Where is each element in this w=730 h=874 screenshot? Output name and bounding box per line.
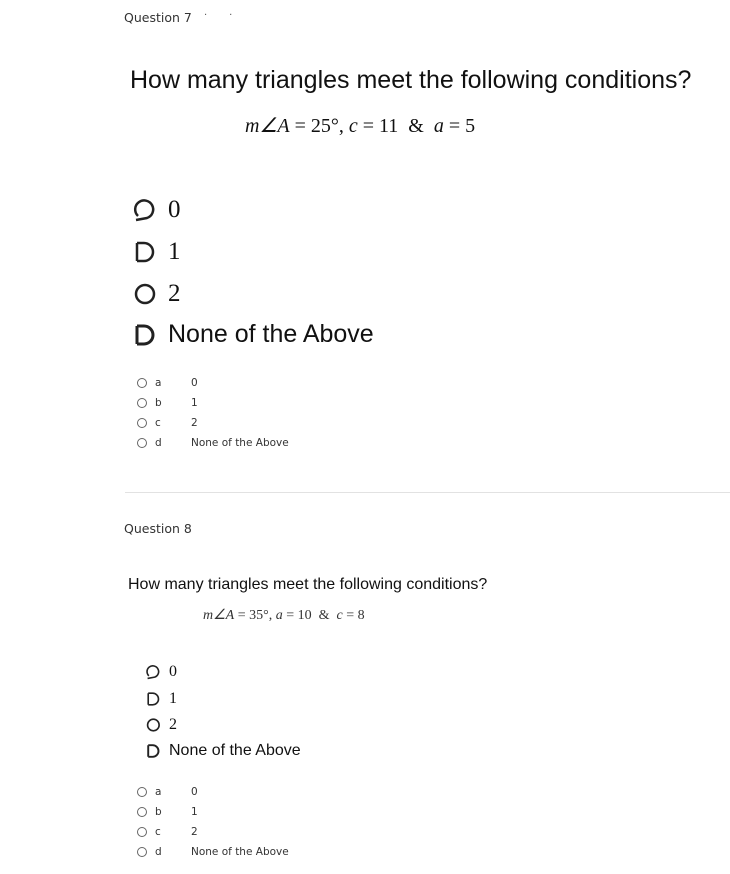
math-term: = 10 &: [282, 608, 337, 623]
radio-button[interactable]: [137, 418, 147, 428]
image-option-label: 0: [169, 663, 177, 680]
math-term: m∠A: [245, 115, 290, 137]
drawn-radio-icon: [132, 321, 160, 349]
math-term: = 11 &: [357, 115, 434, 137]
question-divider: [125, 492, 730, 493]
radio-button[interactable]: [137, 827, 147, 837]
image-option-label: 1: [168, 238, 181, 265]
choice-letter: d: [155, 437, 162, 449]
question-8-choice-a[interactable]: [137, 785, 198, 799]
choice-letter: a: [155, 377, 162, 389]
question-8-choice-b[interactable]: [137, 805, 198, 819]
math-term: a: [433, 115, 444, 137]
question-8-prompt: How many triangles meet the following conditions?: [128, 576, 488, 593]
radio-button[interactable]: [137, 398, 147, 408]
question-7-math: [245, 113, 475, 138]
radio-button[interactable]: [137, 378, 147, 388]
drawn-radio-icon: [132, 238, 160, 266]
radio-button[interactable]: [137, 807, 147, 817]
drawn-radio-icon: [145, 716, 163, 734]
choice-text: 0: [191, 786, 198, 798]
question-8-image-option-3: [145, 742, 301, 760]
math-term: a: [275, 608, 283, 623]
question-7-label: Question 7: [124, 10, 192, 25]
math-term: c: [336, 608, 343, 623]
question-7-image-option-0: [132, 196, 181, 224]
decorative-dots: ··: [204, 10, 255, 21]
drawn-radio-icon: [145, 742, 163, 760]
choice-text: 2: [191, 826, 198, 838]
choice-letter: b: [155, 397, 162, 409]
question-7-choice-a[interactable]: [137, 376, 198, 390]
question-8-choice-d[interactable]: [137, 845, 289, 859]
choice-letter: a: [155, 786, 162, 798]
question-7-choice-c[interactable]: [137, 416, 198, 430]
choice-text: 2: [191, 417, 198, 429]
question-8-image-option-2: [145, 716, 177, 734]
drawn-radio-icon: [145, 690, 163, 708]
drawn-radio-icon: [132, 280, 160, 308]
question-8-math: [203, 607, 365, 624]
question-7-choice-d[interactable]: [137, 436, 289, 450]
choice-letter: d: [155, 846, 162, 858]
question-7-image-option-3: [132, 320, 374, 349]
math-term: = 5: [443, 115, 476, 137]
question-8-image-option-0: [145, 663, 177, 681]
math-term: = 25°,: [289, 115, 349, 137]
math-term: = 35°,: [234, 608, 276, 623]
image-option-label: 2: [169, 716, 177, 733]
choice-text: 0: [191, 377, 198, 389]
radio-button[interactable]: [137, 847, 147, 857]
radio-button[interactable]: [137, 787, 147, 797]
math-term: = 8: [342, 608, 365, 623]
question-8-image-option-1: [145, 690, 177, 708]
radio-button[interactable]: [137, 438, 147, 448]
question-7-choice-b[interactable]: [137, 396, 198, 410]
image-option-label: 1: [169, 690, 177, 707]
choice-text: None of the Above: [191, 437, 289, 449]
choice-text: 1: [191, 397, 198, 409]
math-term: m∠A: [203, 608, 235, 623]
choice-letter: c: [155, 417, 161, 429]
question-7-image-option-1: [132, 238, 181, 266]
image-option-label: None of the Above: [168, 320, 374, 348]
choice-letter: c: [155, 826, 161, 838]
image-option-label: 2: [168, 280, 181, 307]
question-8-label: Question 8: [124, 521, 192, 536]
image-option-label: None of the Above: [169, 742, 301, 759]
question-7-prompt: How many triangles meet the following conditions?: [130, 66, 692, 94]
choice-letter: b: [155, 806, 162, 818]
math-term: c: [348, 115, 358, 137]
drawn-radio-icon: [132, 196, 160, 224]
drawn-radio-icon: [145, 663, 163, 681]
question-7-image-option-2: [132, 280, 181, 308]
choice-text: None of the Above: [191, 846, 289, 858]
image-option-label: 0: [168, 196, 181, 223]
question-8-choice-c[interactable]: [137, 825, 198, 839]
choice-text: 1: [191, 806, 198, 818]
